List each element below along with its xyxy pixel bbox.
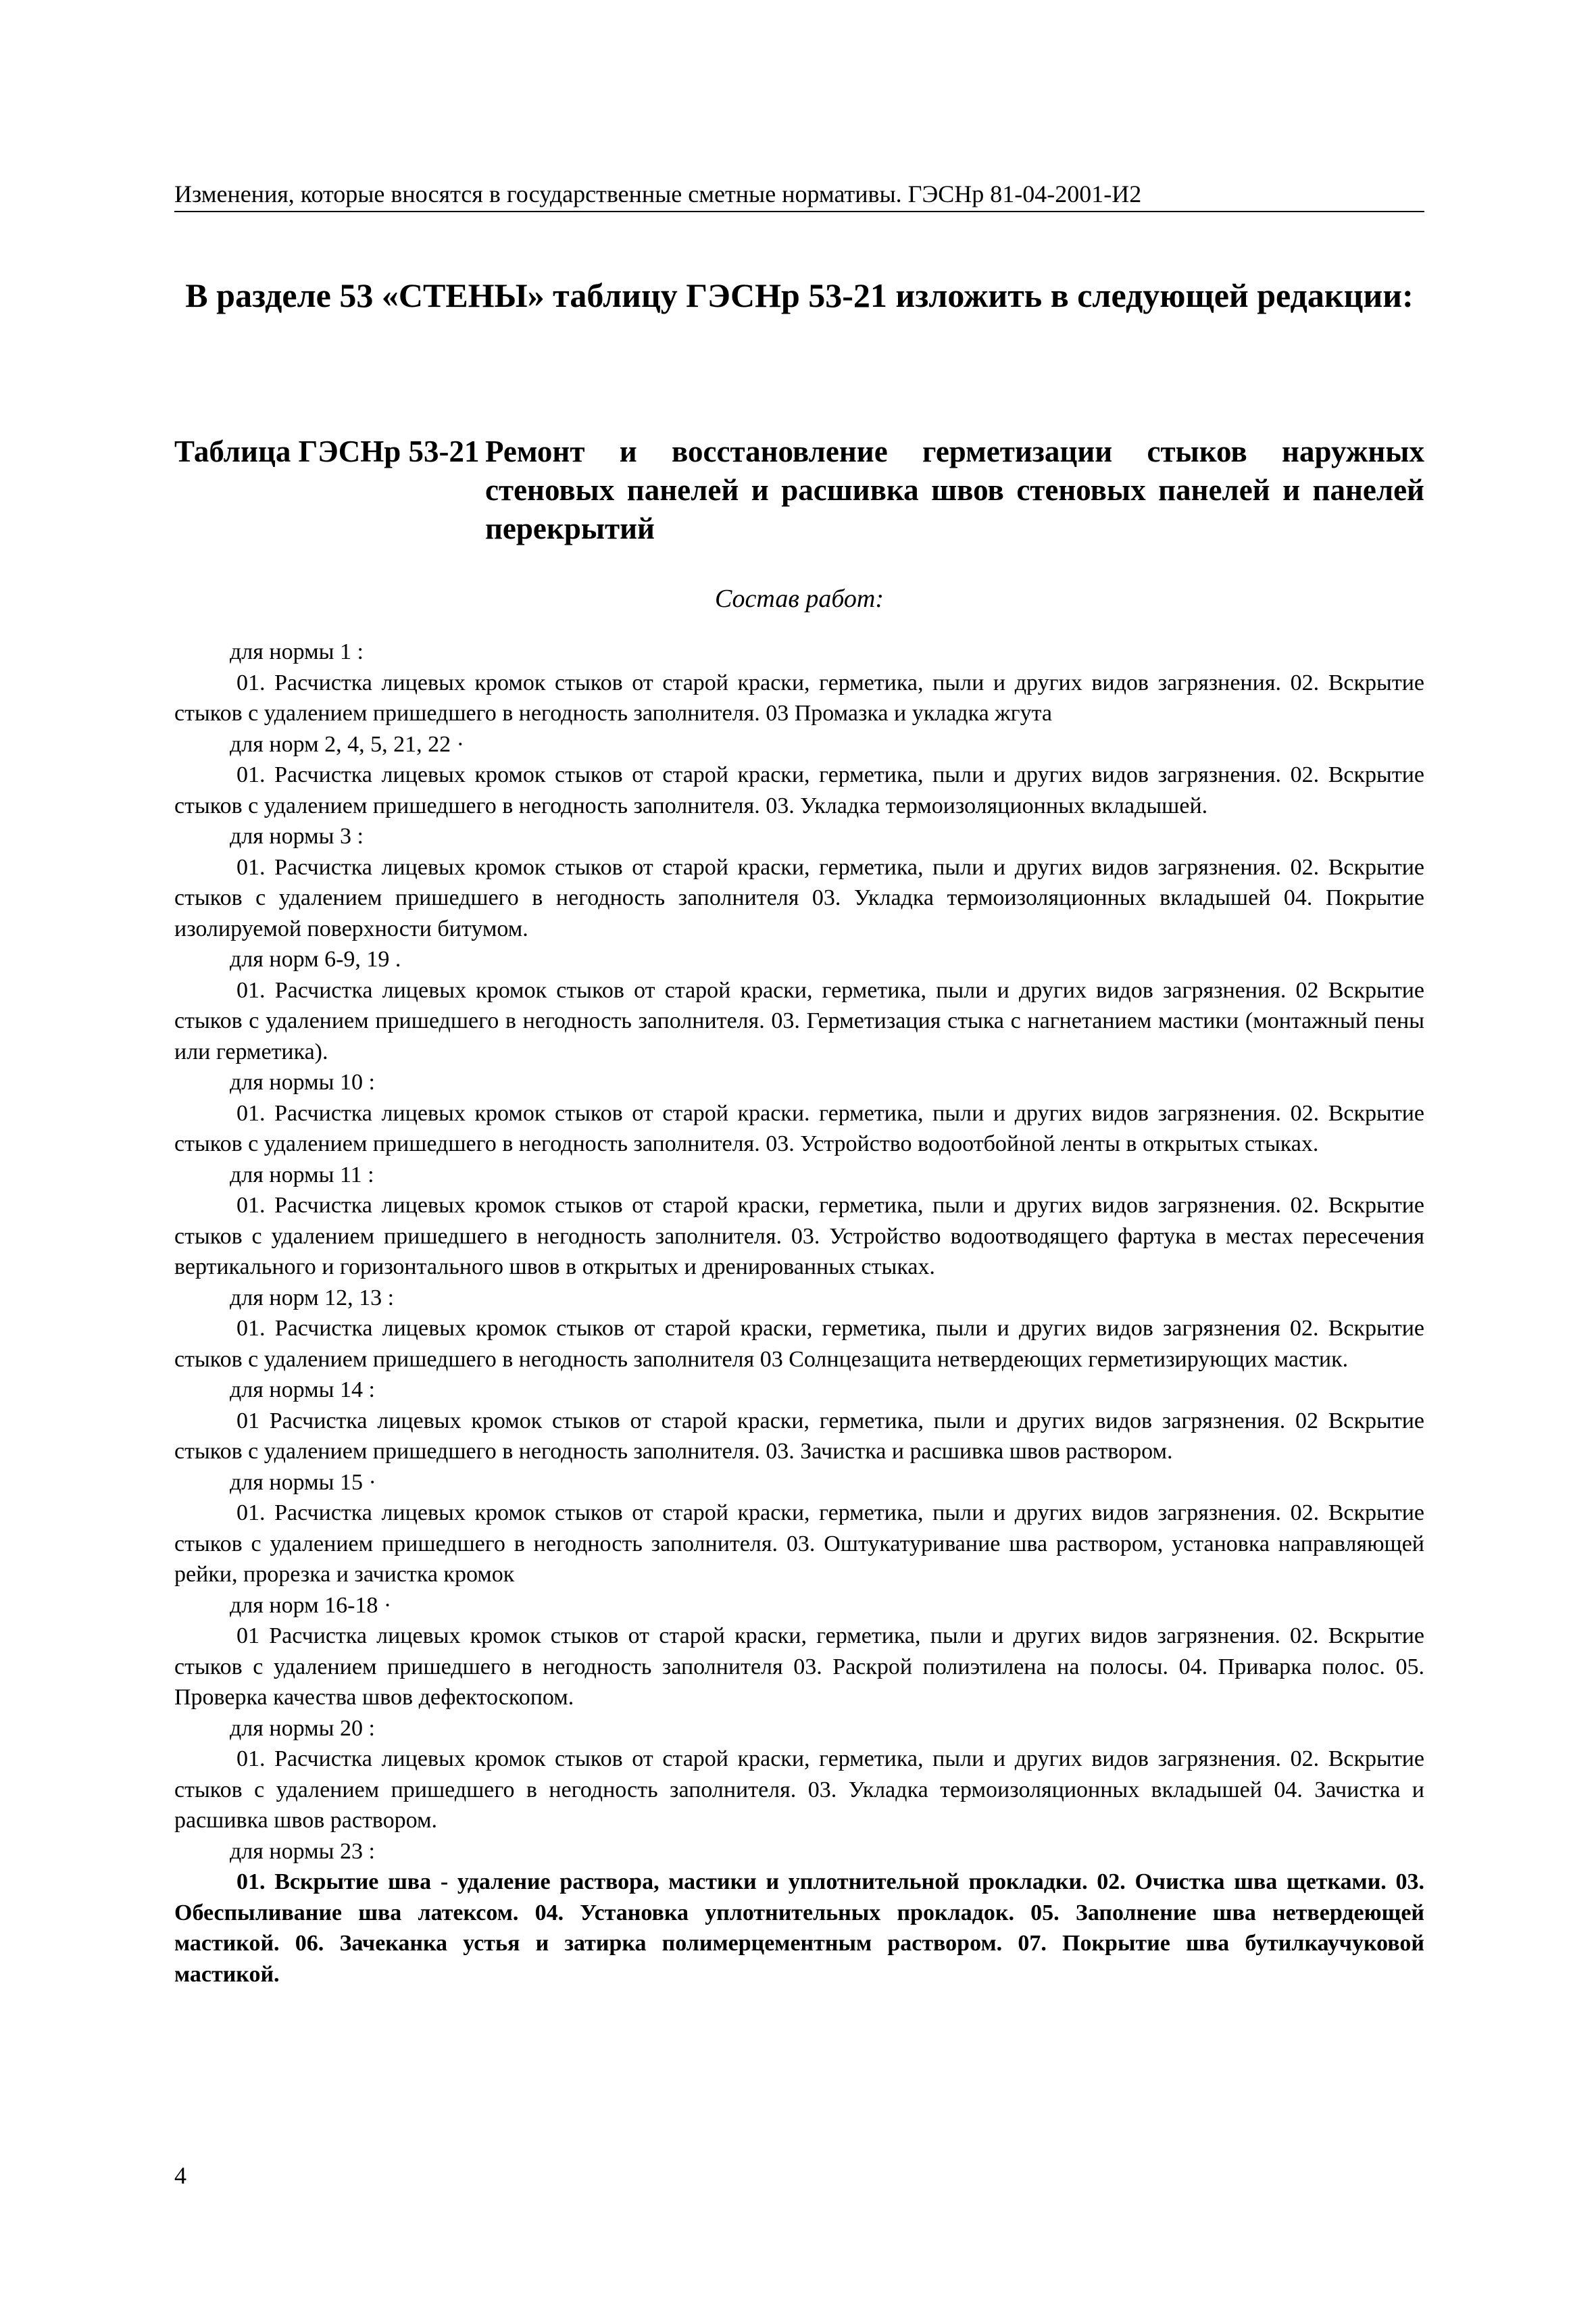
composition-label: Состав работ: xyxy=(714,585,884,613)
table-title xyxy=(174,433,1424,548)
norm-label: для нормы 14 : xyxy=(230,1377,375,1402)
table-label: Таблица ГЭСНр 53-21 xyxy=(174,435,480,468)
works-list xyxy=(174,637,1424,1990)
work-paragraph: 01. Расчистка лицевых кромок стыков от старой краски. герметика, пыли и других видов загрязнения. 02. Вскрытие стыков с удалением пришедшего в негодность заполнителя. 03. Устройство водоотбойной ленты в открытых стыках. xyxy=(174,1100,1424,1156)
section-title: В разделе 53 «СТЕНЫ» таблицу ГЭСНр 53-21 изложить в следующей редакции: xyxy=(185,276,1414,314)
running-header: Изменения, которые вносятся в государственные сметные нормативы. ГЭСНр 81-04-2001-И2 xyxy=(174,178,1424,212)
work-paragraph-bold: 01. Вскрытие шва - удаление раствора, мастики и уплотнительной прокладки. 02. Очистка шва щетками. 03. Обеспыливание шва латексом. 04. Установка уплотнительных прокладок. 05. Заполнение шва нетвердеющей мастикой. 06. Зачеканка устья и затирка полимерцементным раствором. 07. Покрытие шва бутилкаучуковой мастикой. xyxy=(174,1869,1424,1987)
work-paragraph: 01 Расчистка лицевых кромок стыков от старой краски, герметика, пыли и других видов загрязнения. 02. Вскрытие стыков с удалением пришедшего в негодность заполнителя 03. Раскрой полиэтилена на полосы. 04. Приварка полос. 05. Проверка качества швов дефектоскопом. xyxy=(174,1623,1424,1710)
work-paragraph: 01. Расчистка лицевых кромок стыков от старой краски, герметика, пыли и других видов загрязнения. 02. Вскрытие стыков с удалением пришедшего в негодность заполнителя. 03. Укладка термоизоляционных вкладышей. xyxy=(174,762,1424,818)
work-paragraph: 01 Расчистка лицевых кромок стыков от старой краски, герметика, пыли и других видов загрязнения. 02 Вскрытие стыков с удалением пришедшего в негодность заполнителя. 03. Зачистка и расшивка швов раствором. xyxy=(174,1408,1424,1464)
norm-label: для нормы 1 : xyxy=(230,639,364,664)
norm-label: для нормы 10 : xyxy=(230,1070,375,1095)
table-name: Ремонт и восстановление герметизации стыков наружных стеновых панелей и расшивка швов стеновых панелей и панелей перекрытий xyxy=(485,435,1424,545)
norm-label: для нормы 3 : xyxy=(230,824,364,849)
work-paragraph: 01. Расчистка лицевых кромок стыков от старой краски, герметика, пыли и других видов загрязнения. 02. Вскрытие стыков с удалением пришедшего в негодность заполнителя 03. Укладка термоизоляционных вкладышей 04. Покрытие изолируемой поверхности битумом. xyxy=(174,854,1424,941)
work-paragraph: 01. Расчистка лицевых кромок стыков от старой краски, герметика, пыли и других видов загрязнения. 02. Вскрытие стыков с удалением пришедшего в негодность заполнителя. 03. Оштукатуривание шва раствором, установка направляющей рейки, прорезка и зачистка кромок xyxy=(174,1500,1424,1587)
norm-label: для нормы 23 : xyxy=(230,1838,375,1864)
norm-label: для нормы 15 · xyxy=(230,1469,376,1495)
work-paragraph: 01. Расчистка лицевых кромок стыков от старой краски, герметика, пыли и других видов загрязнения 02. Вскрытие стыков с удалением пришедшего в негодность заполнителя 03 Солнцезащита нетвердеющих герметизирующих мастик. xyxy=(174,1316,1424,1372)
norm-label: для норм 2, 4, 5, 21, 22 · xyxy=(230,731,464,757)
norm-label: для нормы 11 : xyxy=(230,1162,374,1187)
work-paragraph: 01. Расчистка лицевых кромок стыков от старой краски, герметика, пыли и других видов загрязнения. 02. Вскрытие стыков с удалением пришедшего в негодность заполнителя. 03 Промазка и укладка жгута xyxy=(174,670,1424,726)
norm-label: для нормы 20 : xyxy=(230,1715,375,1741)
work-paragraph: 01. Расчистка лицевых кромок стыков от старой краски, герметика, пыли и других видов загрязнения. 02. Вскрытие стыков с удалением пришедшего в негодность заполнителя. 03. Устройство водоотводящего фартука в местах пересечения вертикального и горизонтального швов в открытых и дренированных стыках. xyxy=(174,1193,1424,1279)
work-paragraph: 01. Расчистка лицевых кромок стыков от старой краски, герметика, пыли и других видов загрязнения. 02 Вскрытие стыков с удалением пришедшего в негодность заполнителя. 03. Герметизация стыка с нагнетанием мастики (монтажный пены или герметика). xyxy=(174,977,1424,1064)
page-number: 4 xyxy=(174,2162,186,2189)
norm-label: для норм 6-9, 19 . xyxy=(230,947,401,972)
work-paragraph: 01. Расчистка лицевых кромок стыков от старой краски, герметика, пыли и других видов загрязнения. 02. Вскрытие стыков с удалением пришедшего в негодность заполнителя. 03. Укладка термоизоляционных вкладышей 04. Зачистка и расшивка швов раствором. xyxy=(174,1746,1424,1833)
norm-label: для норм 12, 13 : xyxy=(230,1285,395,1310)
norm-label: для норм 16-18 · xyxy=(230,1592,392,1618)
